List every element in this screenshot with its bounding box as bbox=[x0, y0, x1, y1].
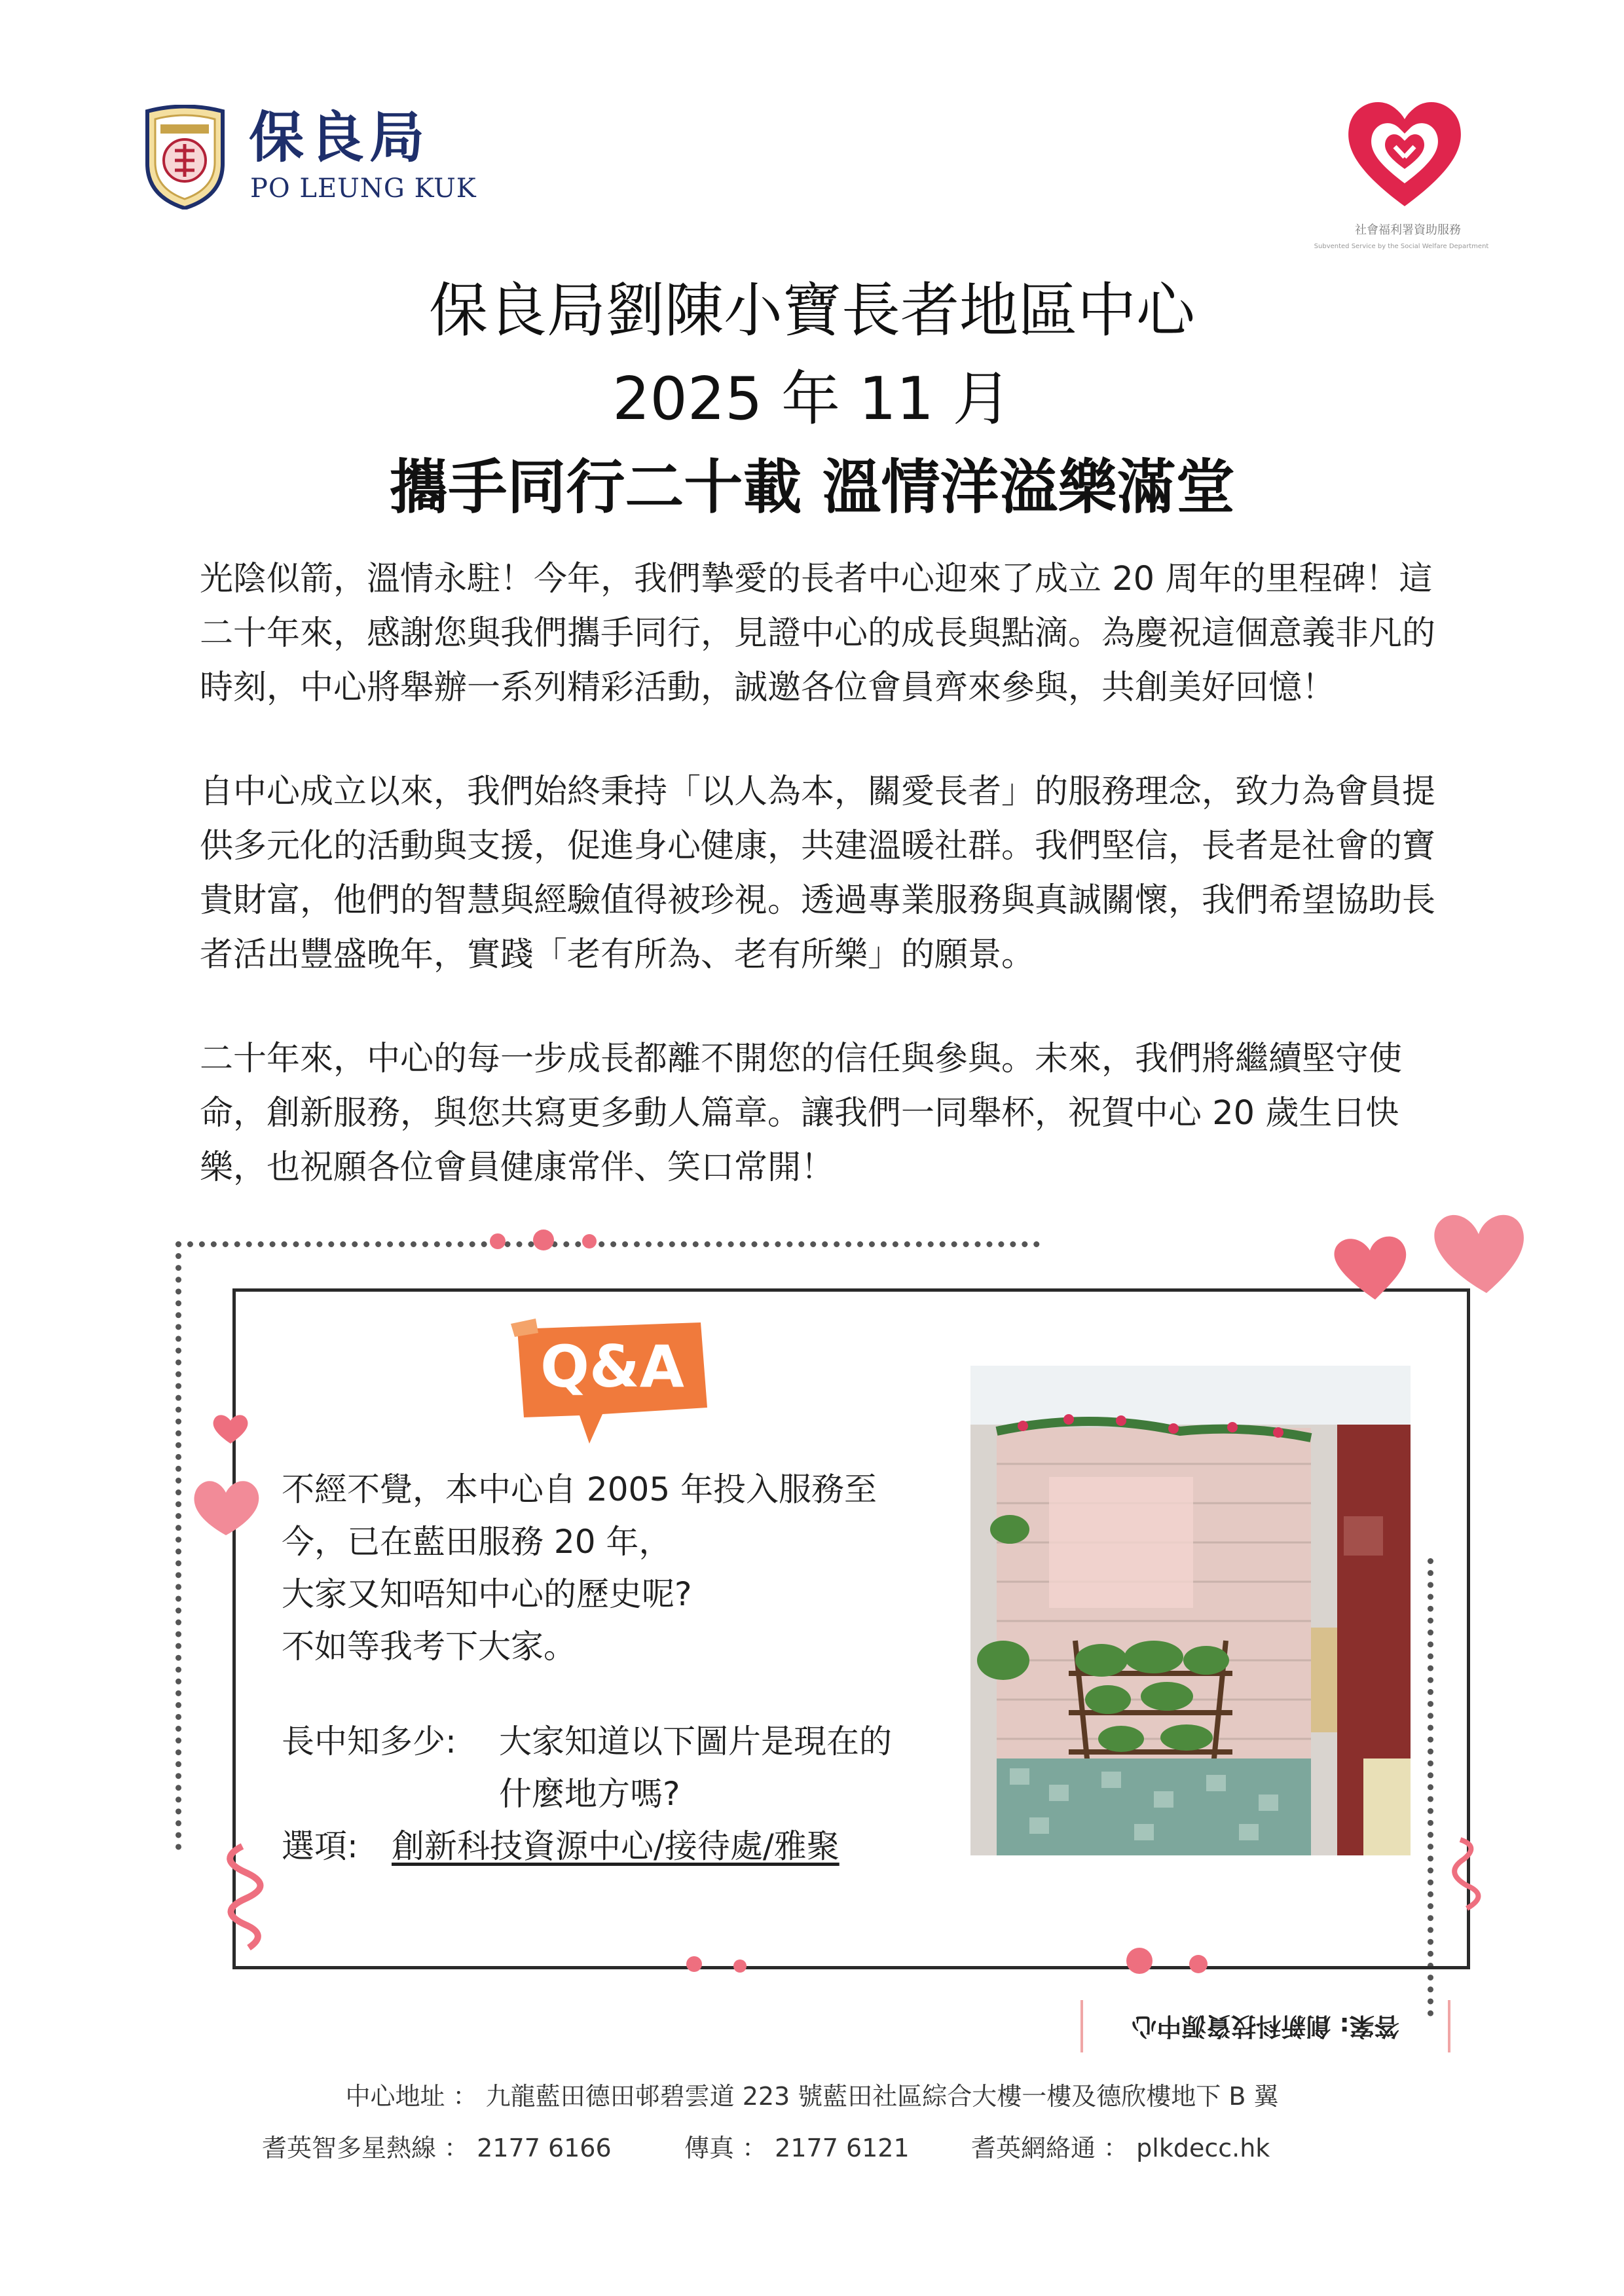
qa-badge-label: Q&A bbox=[540, 1333, 684, 1400]
center-address: 中心地址 ： 九龍藍田德田邨碧雲道 223 號藍田社區綜合大樓一樓及德欣樓地下 B 翼 bbox=[345, 2082, 1279, 2111]
theme-title: 攜手同行二十載 溫情洋溢樂滿堂 bbox=[389, 453, 1235, 522]
quiz-label: 長中知多少: bbox=[282, 1722, 456, 1760]
plant-wall-photo bbox=[970, 1366, 1411, 1855]
hotline-number: 耆英智多星熱線 ： 2177 6166 bbox=[262, 2134, 612, 2162]
qa-intro-line-4: 不如等我考下大家。 bbox=[282, 1628, 576, 1666]
closing-paragraph: 二十年來，中心的每一步成長都離不開您的信任與參與。未來，我們將繼續堅守使命，創新服務，與您共寫更多動人篇章。讓我們一同舉杯，祝賀中心 20 歲生日快樂，也祝願各位會員健康常伴、笑口常開！ bbox=[200, 1040, 1403, 1187]
plant-wall-illustration-icon bbox=[970, 1366, 1411, 1855]
mission-paragraph: 自中心成立以來，我們始終秉持「以人為本，關愛長者」的服務理念，致力為會員提供多元化的活動與支援，促進身心健康，共建溫暖社群。我們堅信，長者是社會的寶貴財富，他們的智慧與經驗值得被珍視。透過專業服務與真誠關懷，我們希望協助長者活出豐盛晚年，實踐「老有所為、老有所樂」的願景。 bbox=[200, 773, 1436, 974]
org-name-zh: 保良局 bbox=[249, 105, 430, 170]
quiz-question-line-1: 大家知道以下圖片是現在的 bbox=[499, 1722, 892, 1760]
issue-date-title: 2025 年 11 月 bbox=[612, 365, 1012, 433]
answer-text-inverted: 答案: 創新科技資源中心 bbox=[1132, 2012, 1399, 2041]
options-value: 創新科技資源中心/接待處/雅聚 bbox=[392, 1827, 840, 1865]
answer-box bbox=[1080, 2000, 1450, 2052]
website-link[interactable]: 耆英網絡通 ： plkdecc.hk bbox=[971, 2134, 1270, 2162]
options-label: 選項: bbox=[282, 1827, 358, 1865]
qa-intro-line-3: 大家又知唔知中心的歷史呢? bbox=[282, 1575, 692, 1613]
center-name-title: 保良局劉陳小寶長者地區中心 bbox=[429, 276, 1195, 345]
heart-icon bbox=[194, 1481, 259, 1535]
qa-intro-line-2: 今，已在藍田服務 20 年， bbox=[282, 1523, 672, 1561]
heart-icon bbox=[213, 1415, 248, 1444]
org-name-en: PO LEUNG KUK bbox=[250, 173, 477, 204]
qa-intro-line-1: 不經不覺，本中心自 2005 年投入服務至 bbox=[282, 1470, 877, 1508]
quiz-question-line-2: 什麼地方嗎? bbox=[499, 1775, 680, 1813]
qa-badge-icon bbox=[511, 1309, 720, 1447]
heart-icon bbox=[1335, 1237, 1407, 1300]
swd-caption-en: Subvented Service by the Social Welfare Department bbox=[1314, 243, 1489, 250]
swd-caption-zh: 社會福利署資助服務 bbox=[1355, 223, 1461, 237]
heart-icon bbox=[1434, 1215, 1524, 1293]
fax-number: 傳真 ： 2177 6121 bbox=[684, 2134, 910, 2162]
intro-paragraph: 光陰似箭，溫情永駐！今年，我們摯愛的長者中心迎來了成立 20 周年的里程碑！這二十年來，感謝您與我們攜手同行，見證中心的成長與點滴。為慶祝這個意義非凡的時刻，中心將舉辦一系列精彩活動，誠邀各位會員齊來參與，共創美好回憶！ bbox=[200, 560, 1436, 707]
